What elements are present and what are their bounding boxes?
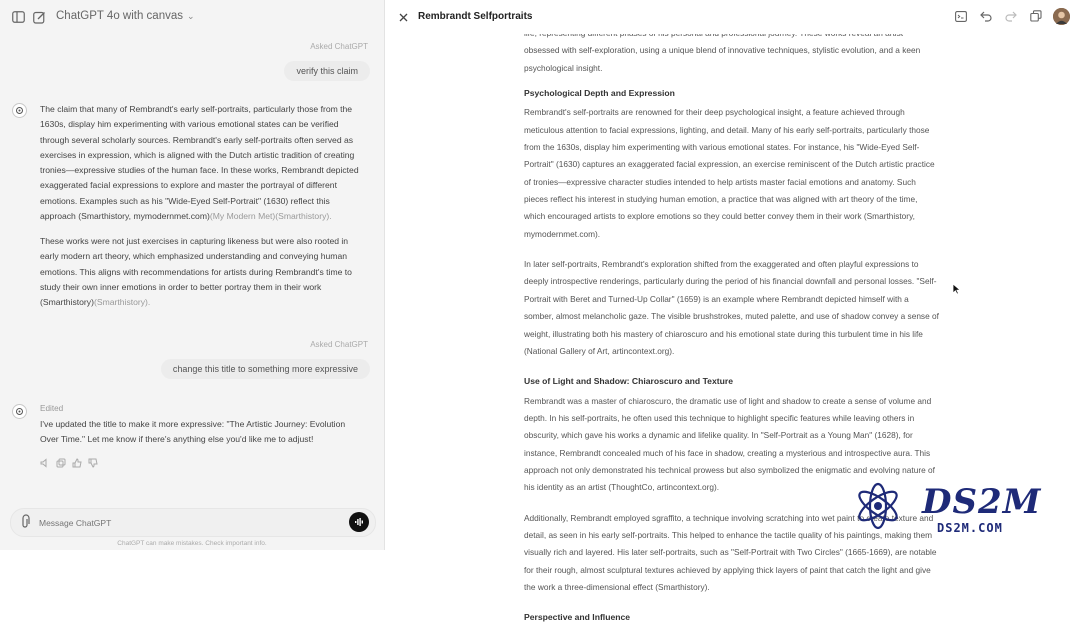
- message-input[interactable]: [37, 514, 331, 532]
- assistant-message-continued: [40, 234, 366, 310]
- section-heading: Psychological Depth and Expression: [524, 88, 675, 99]
- voice-mode-button[interactable]: [349, 512, 369, 532]
- canvas-pane: [385, 0, 1080, 623]
- sidebar-toggle-icon[interactable]: [10, 9, 26, 25]
- document-title: Rembrandt Selfportraits: [418, 11, 533, 22]
- mouse-pointer-icon: [952, 283, 961, 295]
- assistant-reply: I've updated the title to make it more expressive: "The Artistic Journey: Evolution Over Time." Let me know if there's anything else you'd like me to adjust!: [40, 419, 346, 444]
- intro-paragraph: obsessed with self-exploration, using a unique blend of innovative techniques, stylistic evolution, and a keen psychological insight.: [524, 45, 921, 73]
- chatgpt-avatar-icon: [12, 103, 27, 118]
- chatgpt-avatar-icon: [12, 404, 27, 419]
- chat-pane: [0, 0, 385, 550]
- voice-icon: [354, 517, 364, 527]
- model-name: ChatGPT 4o with canvas: [56, 10, 183, 22]
- assistant-message: [40, 102, 366, 224]
- section-heading: Use of Light and Shadow: Chiaroscuro and Texture: [524, 376, 733, 387]
- watermark-url: DS2M.COM: [937, 521, 1003, 535]
- redo-icon[interactable]: [1003, 8, 1019, 24]
- user-message: verify this claim: [284, 61, 370, 81]
- copy-icon[interactable]: [56, 455, 66, 465]
- section-heading: Perspective and Influence: [524, 612, 631, 623]
- user-avatar[interactable]: [1053, 8, 1070, 25]
- thumbs-up-icon[interactable]: [72, 455, 82, 465]
- body-paragraph: Additionally, Rembrandt employed sgraffito, a technique involving scratching into wet paint to create texture and detail, as seen in his early self-portraits. This helped to enhance the tactile quality of his paintings, making them visually rich and layered. His later self-portraits, such as "Self-Portrait with Two Circles" (1665-1669), are notable for their rough, almost sculptural textures achieved by applying thick layers of paint that catch the light and give the work a three-dimensional effect (Smarthistory).: [524, 512, 937, 592]
- source-link[interactable]: (Smarthistory).: [93, 297, 151, 308]
- close-canvas-button[interactable]: [395, 9, 411, 25]
- document-body[interactable]: [524, 25, 939, 629]
- reply-actions: [40, 455, 98, 465]
- body-paragraph: Rembrandt was a master of chiaroscuro, the dramatic use of light and shadow to create a sense of volume and depth. In his self-portraits, he often used this technique to highlight specific features while leaving others in obscurity, which gave his works a dynamic and lifelike quality. In "Self-Portrait as a Young Man" (1628), for instance, Rembrandt concealed much of his face in shadow, creating a mysterious and introspective aura. This approach not only demonstrated his technical prowess but also symbolized the enigmatic and evolving nature of his identity as an artist (ThoughtCo, artincontext.org).: [524, 395, 935, 493]
- code-icon[interactable]: [953, 8, 969, 24]
- asked-chatgpt-label: Asked ChatGPT: [310, 42, 368, 51]
- assistant-text: The claim that many of Rembrandt's early self-portraits, particularly those from the 1630s, display him experimenting with various emotional states can be verified through several scholarly sources. Rembrandt's early self-portraits often served as exercises in expression, which is aligned with the Dutch artistic tradition of creating tronies—expressive studies of the human face. In these works, Rembrandt depicted exaggerated facial expressions to explore and master the portrayal of different emotions. Examples such as his "Wide-Eyed Self-Portrait" (1630) reflect this approach (Smarthistory, mymodernmet.com): [40, 104, 359, 222]
- attach-icon[interactable]: [20, 515, 32, 529]
- body-paragraph: In later self-portraits, Rembrandt's exploration shifted from the exaggerated and often playful expressions to deeply introspective renderings, particularly during the period of his financial downfall and personal losses. "Self-Portrait with Beret and Turned-Up Collar" (1659) is an example where Rembrandt depicted himself with a somber, almost melancholic gaze. The visible brushstrokes, muted palette, and use of shadow convey a sense of weight, illustrating both his mastery of chiaroscuro and his emotional state during this turbulent time in his life (National Gallery of Art, artincontext.org).: [524, 259, 939, 356]
- model-selector[interactable]: [56, 10, 195, 22]
- body-paragraph: Rembrandt's self-portraits are renowned for their deep psychological insight, a feature achieved through meticulous attention to facial expressions, lighting, and detail. Many of his early self-portraits, particularly those from the 1630s, display him experimenting with various emotional states. For instance, his "Wide-Eyed Self-Portrait" (1630) captures an exaggerated facial expression, an exercise reminiscent of the Dutch artistic practice of tronies—expressive character studies intended to help artists master facial emotions and anatomy. Such pieces reflect his interest in studying human emotion, a practice that was aligned with art theory of the time, which encouraged artists to explore emotions so they could better convey them in their work (Smarthistory, mymodernmet.com).: [524, 107, 935, 239]
- canvas-toolbar: [953, 8, 1070, 25]
- thumbs-down-icon[interactable]: [88, 455, 98, 465]
- watermark-logo-icon: [852, 480, 904, 532]
- message-composer: [10, 508, 376, 537]
- chat-header: [0, 0, 384, 34]
- user-message: change this title to something more expressive: [161, 359, 370, 379]
- read-aloud-icon[interactable]: [40, 455, 50, 465]
- source-link[interactable]: (My Modern Met)(Smarthistory).: [209, 211, 332, 222]
- copy-document-icon[interactable]: [1028, 8, 1044, 24]
- assistant-text: These works were not just exercises in capturing likeness but were also rooted in early modern art theory, which emphasized understanding and conveying human emotions. This aligns with recommendations for artists during Rembrandt's time to study their own inner emotions in order to better portray them in their work (Smarthistory): [40, 236, 352, 308]
- new-chat-icon[interactable]: [31, 9, 47, 25]
- edited-label: Edited: [40, 404, 64, 413]
- asked-chatgpt-label: Asked ChatGPT: [310, 340, 368, 349]
- disclaimer: ChatGPT can make mistakes. Check important info.: [117, 540, 267, 547]
- close-icon: [399, 13, 408, 22]
- canvas-header: [385, 0, 1080, 34]
- chevron-down-icon: ⌄: [187, 11, 195, 21]
- undo-icon[interactable]: [978, 8, 994, 24]
- watermark-name: DS2M: [922, 482, 1042, 522]
